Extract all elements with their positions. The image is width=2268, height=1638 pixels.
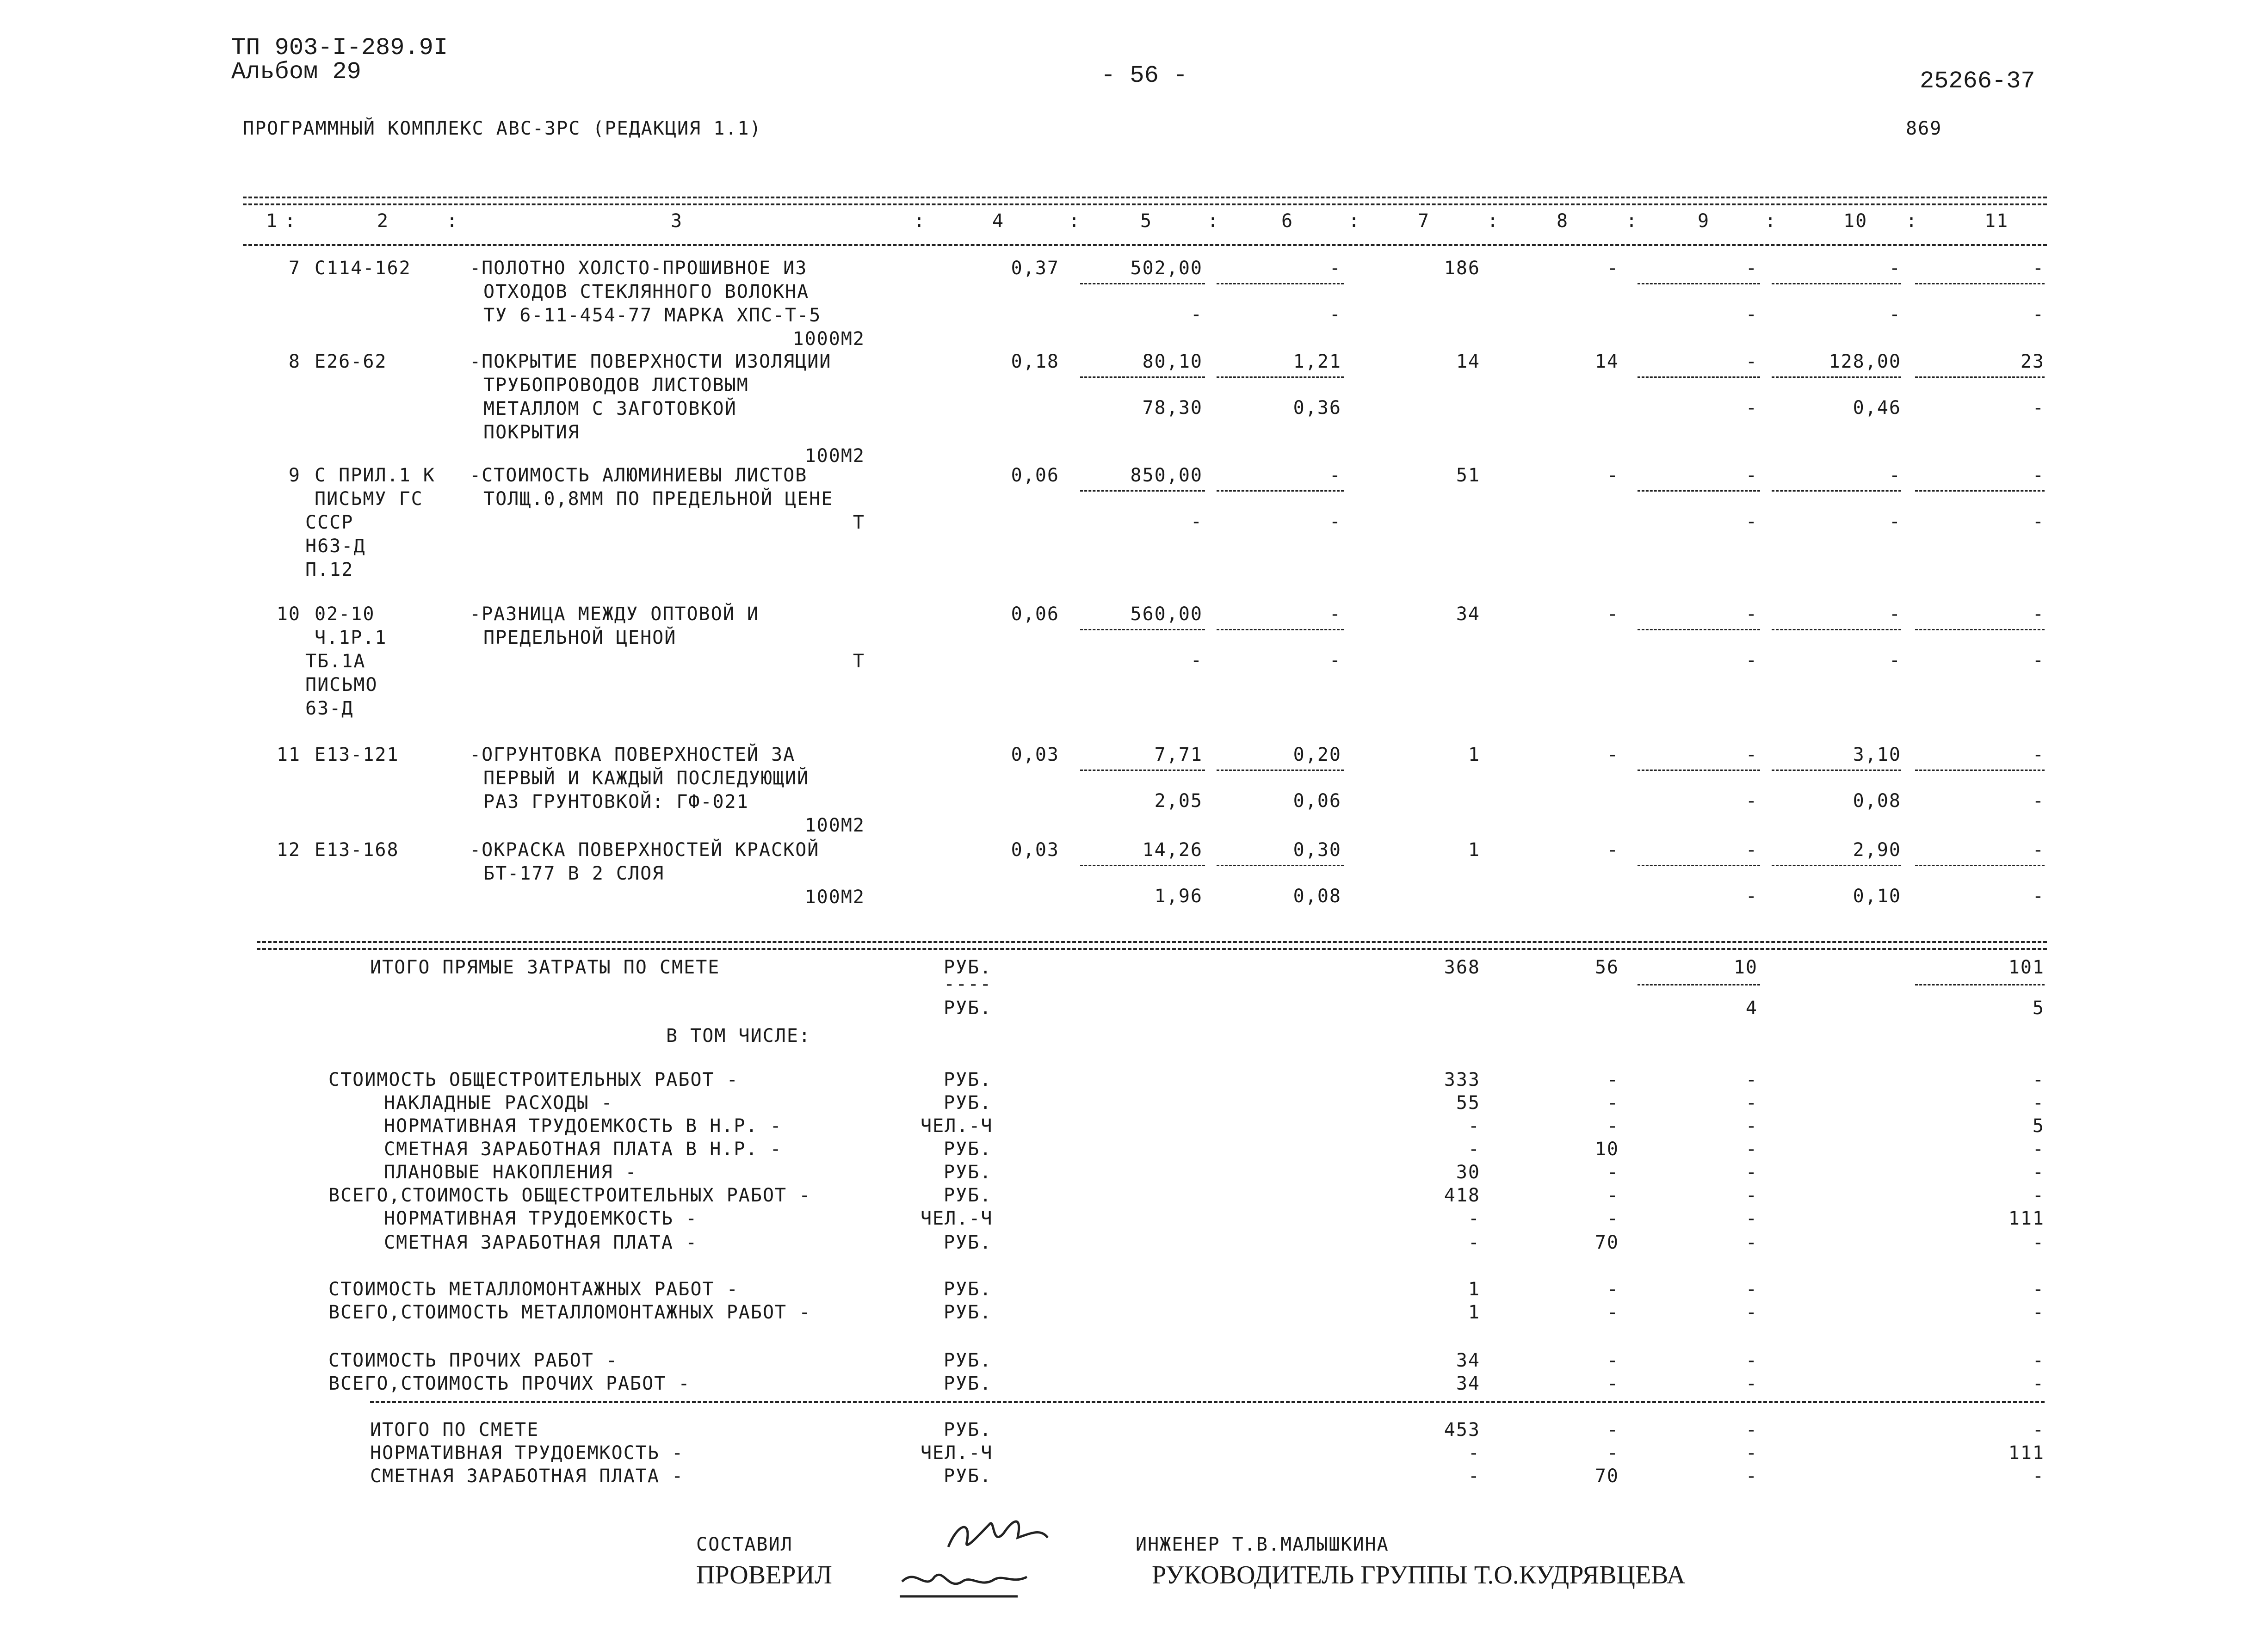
column-header-9: 9 <box>1698 210 1710 232</box>
column-header-8: 8 <box>1557 210 1569 232</box>
totals-line-c8: - <box>1607 1302 1619 1323</box>
row-code-line: Н63-Д <box>305 536 366 557</box>
row-cell-c6: - <box>1329 258 1341 279</box>
row-cell-c5b: 2,05 <box>1154 790 1203 812</box>
direct-costs-c11: 101 <box>2008 957 2045 978</box>
final-line-label: НОРМАТИВНАЯ ТРУДОЕМКОСТЬ - <box>370 1442 684 1464</box>
column-header-6: 6 <box>1281 210 1294 232</box>
row-cell-c11b: - <box>2032 511 2045 532</box>
row-unit: Т <box>853 651 865 672</box>
cell-divider <box>1772 376 1901 378</box>
column-header-7: 7 <box>1418 210 1430 232</box>
cell-divider <box>1915 984 2045 985</box>
totals-line-c9: - <box>1745 1302 1758 1323</box>
cell-divider <box>1217 490 1344 492</box>
final-line-c11: 111 <box>2008 1442 2045 1464</box>
row-cell-c6b: - <box>1329 511 1341 532</box>
final-line-c8: - <box>1607 1419 1619 1441</box>
row-cell-c8: - <box>1607 465 1619 486</box>
cell-divider <box>1772 770 1901 771</box>
row-cell-c5: 502,00 <box>1130 258 1203 279</box>
row-code-line: ТБ.1А <box>305 651 366 672</box>
totals-line-c11: - <box>2032 1279 2045 1300</box>
program-number: 869 <box>1906 118 1942 139</box>
direct-costs-unit: РУБ. <box>944 957 992 978</box>
row-cell-c6: 1,21 <box>1293 351 1341 372</box>
totals-rule-2 <box>257 948 2047 950</box>
totals-line-label: ВСЕГО,СТОИМОСТЬ ПРОЧИХ РАБОТ - <box>328 1373 691 1394</box>
final-line-c9: - <box>1745 1466 1758 1487</box>
direct-costs-c9: 10 <box>1733 957 1758 978</box>
column-header-3: 3 <box>671 210 683 232</box>
column-header-11: 11 <box>1984 210 2009 232</box>
row-cell-c6b: - <box>1329 304 1341 325</box>
final-line-unit: ЧЕЛ.-Ч <box>921 1442 993 1464</box>
direct-costs-c8: 56 <box>1594 957 1619 978</box>
column-header-2: 2 <box>377 210 389 232</box>
table-top-rule <box>243 197 2047 198</box>
row-cell-c11b: - <box>2032 304 2045 325</box>
totals-line-c9: - <box>1745 1115 1758 1137</box>
totals-line-c8: - <box>1607 1069 1619 1090</box>
totals-line-c8: - <box>1607 1373 1619 1394</box>
cell-divider <box>1080 490 1205 492</box>
row-cell-c7: 51 <box>1456 465 1480 486</box>
row-cell-c10b: - <box>1889 511 1901 532</box>
row-unit: 1000М2 <box>792 328 865 350</box>
totals-line-c11: - <box>2032 1185 2045 1206</box>
row-cell-c9b: - <box>1745 397 1758 419</box>
cell-divider <box>1915 490 2045 492</box>
final-line-c8: 70 <box>1594 1466 1619 1487</box>
row-cell-c9: - <box>1745 465 1758 486</box>
direct-costs-c7: 368 <box>1444 957 1480 978</box>
column-separator: : <box>1069 210 1081 232</box>
cell-divider <box>1080 376 1205 378</box>
sheet-code: 25266-37 <box>1920 68 2035 95</box>
including-label: В ТОМ ЧИСЛЕ: <box>666 1025 811 1047</box>
cell-divider <box>1915 376 2045 378</box>
row-cell-c10: - <box>1889 258 1901 279</box>
row-cell-c6: - <box>1329 465 1341 486</box>
totals-line-unit: РУБ. <box>944 1279 992 1300</box>
totals-line-unit: РУБ. <box>944 1139 992 1160</box>
row-code-line: 63-Д <box>305 698 354 719</box>
row-cell-c8: - <box>1607 744 1619 765</box>
totals-line-c11: - <box>2032 1092 2045 1114</box>
row-cell-c5: 80,10 <box>1142 351 1203 372</box>
final-line-c8: - <box>1607 1442 1619 1464</box>
totals-line-c8: - <box>1607 1185 1619 1206</box>
direct-costs-unit-dash: ---- <box>944 973 992 995</box>
totals-line-c11: - <box>2032 1139 2045 1160</box>
totals-line-c7: 34 <box>1456 1373 1480 1394</box>
row-cell-c11: - <box>2032 258 2045 279</box>
totals-line-c7: 418 <box>1444 1185 1480 1206</box>
row-cell-c10b: 0,08 <box>1853 790 1901 812</box>
row-cell-c9: - <box>1745 351 1758 372</box>
row-description-line: РАЗ ГРУНТОВКОЙ: ГФ-021 <box>483 791 749 813</box>
final-line-c11: - <box>2032 1419 2045 1441</box>
totals-line-label: СТОИМОСТЬ МЕТАЛЛОМОНТАЖНЫХ РАБОТ - <box>328 1279 739 1300</box>
row-cell-c8: 14 <box>1594 351 1619 372</box>
group-head-name: РУКОВОДИТЕЛЬ ГРУППЫ Т.О.КУДРЯВЦЕВА <box>1152 1561 1686 1589</box>
totals-line-c7: 55 <box>1456 1092 1480 1114</box>
row-cell-c6b: - <box>1329 650 1341 671</box>
row-unit: 100М2 <box>804 815 865 836</box>
totals-line-c11: - <box>2032 1232 2045 1253</box>
totals-line-unit: РУБ. <box>944 1302 992 1323</box>
totals-line-c9: - <box>1745 1069 1758 1090</box>
totals-line-c7: - <box>1468 1139 1480 1160</box>
cell-divider <box>1217 283 1344 284</box>
totals-line-unit: РУБ. <box>944 1069 992 1090</box>
row-cell-c6b: 0,36 <box>1293 397 1341 419</box>
totals-line-label: ВСЕГО,СТОИМОСТЬ ОБЩЕСТРОИТЕЛЬНЫХ РАБОТ - <box>328 1185 811 1206</box>
row-cell-c5: 14,26 <box>1142 839 1203 861</box>
row-description-line: -ПОЛОТНО ХОЛСТО-ПРОШИВНОЕ ИЗ <box>470 258 808 279</box>
doc-code: ТП 903-I-289.9I <box>231 34 448 62</box>
final-line-c7: - <box>1468 1466 1480 1487</box>
column-header-10: 10 <box>1843 210 1868 232</box>
row-cell-c10b: - <box>1889 650 1901 671</box>
totals-line-c8: - <box>1607 1208 1619 1229</box>
row-unit: 100М2 <box>804 887 865 908</box>
cell-divider <box>1217 770 1344 771</box>
row-cell-c9: - <box>1745 258 1758 279</box>
final-line-c9: - <box>1745 1442 1758 1464</box>
totals-line-c9: - <box>1745 1162 1758 1183</box>
row-code: С114-162 <box>315 258 411 279</box>
cell-divider <box>1080 629 1205 630</box>
totals-line-c11: - <box>2032 1350 2045 1371</box>
final-line-unit: РУБ. <box>944 1419 992 1441</box>
row-code-line: П.12 <box>305 559 354 580</box>
row-cell-c9b: - <box>1745 886 1758 907</box>
totals-line-unit: РУБ. <box>944 1185 992 1206</box>
composed-label: СОСТАВИЛ <box>696 1534 793 1555</box>
column-separator: : <box>914 210 926 232</box>
totals-line-c8: - <box>1607 1162 1619 1183</box>
totals-line-label: СМЕТНАЯ ЗАРАБОТНАЯ ПЛАТА - <box>384 1232 698 1253</box>
final-totals-rule <box>370 1401 2045 1403</box>
totals-line-c11: - <box>2032 1302 2045 1323</box>
row-cell-c7: 1 <box>1468 744 1480 765</box>
totals-line-c9: - <box>1745 1373 1758 1394</box>
final-line-c9: - <box>1745 1419 1758 1441</box>
totals-line-c9: - <box>1745 1350 1758 1371</box>
row-cell-c10: 128,00 <box>1829 351 1901 372</box>
column-separator: : <box>1626 210 1638 232</box>
row-description-line: -ОГРУНТОВКА ПОВЕРХНОСТЕЙ ЗА <box>470 744 796 765</box>
totals-line-label: СМЕТНАЯ ЗАРАБОТНАЯ ПЛАТА В Н.Р. - <box>384 1139 782 1160</box>
totals-line-label: ПЛАНОВЫЕ НАКОПЛЕНИЯ - <box>384 1162 637 1183</box>
row-cell-c5: 560,00 <box>1130 603 1203 625</box>
column-separator: : <box>446 210 459 232</box>
direct-costs-b-c11: 5 <box>2032 998 2045 1019</box>
row-cell-c11: 23 <box>2020 351 2045 372</box>
column-separator: : <box>284 210 297 232</box>
totals-line-unit: РУБ. <box>944 1092 992 1114</box>
totals-line-label: НОРМАТИВНАЯ ТРУДОЕМКОСТЬ В Н.Р. - <box>384 1115 782 1137</box>
cell-divider <box>1638 629 1760 630</box>
row-cell-c10: 2,90 <box>1853 839 1901 861</box>
row-description-line: ПЕРВЫЙ И КАЖДЫЙ ПОСЛЕДУЮЩИЙ <box>483 768 810 789</box>
cell-divider <box>1772 283 1901 284</box>
row-cell-c10: - <box>1889 465 1901 486</box>
row-code: Е13-121 <box>315 744 399 765</box>
final-line-c7: - <box>1468 1442 1480 1464</box>
row-description-line: -ОКРАСКА ПОВЕРХНОСТЕЙ КРАСКОЙ <box>470 839 820 861</box>
totals-line-c7: 1 <box>1468 1302 1480 1323</box>
direct-costs-unit-2: РУБ. <box>944 998 992 1019</box>
row-description-line: ПОКРЫТИЯ <box>483 422 580 443</box>
totals-line-c7: - <box>1468 1232 1480 1253</box>
row-code-line: СССР <box>305 512 354 533</box>
totals-line-unit: РУБ. <box>944 1232 992 1253</box>
checked-label: ПРОВЕРИЛ <box>696 1561 832 1589</box>
totals-line-unit: РУБ. <box>944 1162 992 1183</box>
totals-line-c7: 30 <box>1456 1162 1480 1183</box>
totals-line-label: СТОИМОСТЬ ПРОЧИХ РАБОТ - <box>328 1350 618 1371</box>
direct-costs-b-c9: 4 <box>1745 998 1758 1019</box>
row-code-line: ПИСЬМУ ГС <box>315 488 423 510</box>
totals-line-c11: - <box>2032 1162 2045 1183</box>
row-cell-c4: 0,37 <box>1011 258 1059 279</box>
cell-divider <box>1080 283 1205 284</box>
row-cell-c11: - <box>2032 603 2045 625</box>
column-separator: : <box>1348 210 1361 232</box>
cell-divider <box>1915 283 2045 284</box>
row-cell-c11b: - <box>2032 397 2045 419</box>
totals-line-c8: 10 <box>1594 1139 1619 1160</box>
row-description-line: ПРЕДЕЛЬНОЙ ЦЕНОЙ <box>483 627 677 648</box>
row-cell-c4: 0,06 <box>1011 603 1059 625</box>
row-cell-c7: 14 <box>1456 351 1480 372</box>
row-unit: 100М2 <box>804 445 865 467</box>
cell-divider <box>1915 865 2045 866</box>
row-cell-c6: 0,20 <box>1293 744 1341 765</box>
totals-line-c11: 111 <box>2008 1208 2045 1229</box>
final-line-label: СМЕТНАЯ ЗАРАБОТНАЯ ПЛАТА - <box>370 1466 684 1487</box>
totals-line-c9: - <box>1745 1092 1758 1114</box>
row-cell-c9b: - <box>1745 304 1758 325</box>
row-code: Е13-168 <box>315 839 399 861</box>
column-header-rule <box>243 244 2047 246</box>
totals-line-unit: РУБ. <box>944 1373 992 1394</box>
program-title: ПРОГРАММНЫЙ КОМПЛЕКС АВС-3РС (РЕДАКЦИЯ 1.1) <box>243 118 762 139</box>
row-cell-c6: 0,30 <box>1293 839 1341 861</box>
cell-divider <box>1772 490 1901 492</box>
totals-line-c7: - <box>1468 1115 1480 1137</box>
row-unit: Т <box>853 512 865 533</box>
column-separator: : <box>1207 210 1220 232</box>
row-cell-c8: - <box>1607 839 1619 861</box>
totals-line-c7: 1 <box>1468 1279 1480 1300</box>
cell-divider <box>1772 865 1901 866</box>
totals-line-label: НАКЛАДНЫЕ РАСХОДЫ - <box>384 1092 613 1114</box>
row-cell-c5: 850,00 <box>1130 465 1203 486</box>
row-cell-c11b: - <box>2032 886 2045 907</box>
album-label: Альбом 29 <box>231 58 361 86</box>
row-cell-c9: - <box>1745 839 1758 861</box>
row-cell-c11: - <box>2032 839 2045 861</box>
row-cell-c4: 0,03 <box>1011 744 1059 765</box>
totals-line-c9: - <box>1745 1185 1758 1206</box>
column-header-5: 5 <box>1140 210 1153 232</box>
row-cell-c9: - <box>1745 603 1758 625</box>
totals-rule <box>257 941 2047 943</box>
final-line-c11: - <box>2032 1466 2045 1487</box>
row-description-line: -РАЗНИЦА МЕЖДУ ОПТОВОЙ И <box>470 603 759 625</box>
row-cell-c4: 0,06 <box>1011 465 1059 486</box>
totals-line-label: ВСЕГО,СТОИМОСТЬ МЕТАЛЛОМОНТАЖНЫХ РАБОТ - <box>328 1302 811 1323</box>
totals-line-c9: - <box>1745 1279 1758 1300</box>
cell-divider <box>1080 865 1205 866</box>
cell-divider <box>1915 629 2045 630</box>
totals-line-c9: - <box>1745 1208 1758 1229</box>
column-separator: : <box>1487 210 1500 232</box>
totals-line-c9: - <box>1745 1139 1758 1160</box>
cell-divider <box>1638 770 1760 771</box>
row-number: 7 <box>288 258 301 279</box>
totals-line-c8: - <box>1607 1350 1619 1371</box>
row-cell-c11: - <box>2032 465 2045 486</box>
row-cell-c4: 0,03 <box>1011 839 1059 861</box>
cell-divider <box>1638 865 1760 866</box>
cell-divider <box>1217 865 1344 866</box>
row-cell-c10: - <box>1889 603 1901 625</box>
row-number: 10 <box>276 603 301 625</box>
final-line-label: ИТОГО ПО СМЕТЕ <box>370 1419 539 1441</box>
row-cell-c5b: - <box>1190 650 1203 671</box>
row-number: 11 <box>276 744 301 765</box>
cell-divider <box>1638 490 1760 492</box>
cell-divider <box>1638 984 1760 985</box>
row-cell-c11b: - <box>2032 650 2045 671</box>
totals-line-c11: 5 <box>2032 1115 2045 1137</box>
row-description-line: -ПОКРЫТИЕ ПОВЕРХНОСТИ ИЗОЛЯЦИИ <box>470 351 832 372</box>
row-cell-c8: - <box>1607 603 1619 625</box>
totals-line-label: НОРМАТИВНАЯ ТРУДОЕМКОСТЬ - <box>384 1208 698 1229</box>
row-number: 8 <box>288 351 301 372</box>
row-cell-c6b: 0,06 <box>1293 790 1341 812</box>
row-cell-c10: 3,10 <box>1853 744 1901 765</box>
totals-line-c11: - <box>2032 1069 2045 1090</box>
row-cell-c10b: - <box>1889 304 1901 325</box>
row-cell-c10b: 0,10 <box>1853 886 1901 907</box>
totals-line-c8: 70 <box>1594 1232 1619 1253</box>
row-code: С ПРИЛ.1 К <box>315 465 435 486</box>
row-cell-c10b: 0,46 <box>1853 397 1901 419</box>
cell-divider <box>1638 283 1760 284</box>
row-description-line: ТРУБОПРОВОДОВ ЛИСТОВЫМ <box>483 375 749 396</box>
row-cell-c6b: 0,08 <box>1293 886 1341 907</box>
final-line-unit: РУБ. <box>944 1466 992 1487</box>
row-code: Е26-62 <box>315 351 387 372</box>
row-cell-c9b: - <box>1745 790 1758 812</box>
totals-line-c8: - <box>1607 1092 1619 1114</box>
signature-checked <box>897 1563 1036 1605</box>
cell-divider <box>1915 770 2045 771</box>
row-cell-c5b: 1,96 <box>1154 886 1203 907</box>
cell-divider <box>1217 629 1344 630</box>
row-description-line: ТОЛЩ.0,8ММ ПО ПРЕДЕЛЬНОЙ ЦЕНЕ <box>483 488 834 510</box>
row-cell-c5b: 78,30 <box>1142 397 1203 419</box>
totals-line-c7: 34 <box>1456 1350 1480 1371</box>
row-description-line: БТ-177 В 2 СЛОЯ <box>483 863 665 884</box>
cell-divider <box>1772 629 1901 630</box>
final-line-c7: 453 <box>1444 1419 1480 1441</box>
totals-line-c7: 333 <box>1444 1069 1480 1090</box>
column-header-4: 4 <box>992 210 1005 232</box>
row-cell-c11: - <box>2032 744 2045 765</box>
totals-line-c8: - <box>1607 1279 1619 1300</box>
totals-line-unit: ЧЕЛ.-Ч <box>921 1208 993 1229</box>
signature-composed <box>939 1505 1050 1561</box>
cell-divider <box>1638 376 1760 378</box>
row-cell-c8: - <box>1607 258 1619 279</box>
column-header-1: 1 <box>266 210 278 232</box>
engineer-name: ИНЖЕНЕР Т.В.МАЛЫШКИНА <box>1136 1534 1389 1555</box>
row-cell-c9b: - <box>1745 511 1758 532</box>
totals-line-unit: ЧЕЛ.-Ч <box>921 1115 993 1137</box>
row-description-line: ОТХОДОВ СТЕКЛЯННОГО ВОЛОКНА <box>483 281 810 302</box>
column-separator: : <box>1765 210 1777 232</box>
table-top-rule-2 <box>243 203 2047 205</box>
totals-line-c11: - <box>2032 1373 2045 1394</box>
row-cell-c4: 0,18 <box>1011 351 1059 372</box>
row-description-line: МЕТАЛЛОМ С ЗАГОТОВКОЙ <box>483 398 737 419</box>
column-separator: : <box>1906 210 1918 232</box>
direct-costs-label: ИТОГО ПРЯМЫЕ ЗАТРАТЫ ПО СМЕТЕ <box>370 957 720 978</box>
totals-line-unit: РУБ. <box>944 1350 992 1371</box>
totals-line-c9: - <box>1745 1232 1758 1253</box>
row-cell-c9: - <box>1745 744 1758 765</box>
row-cell-c7: 186 <box>1444 258 1480 279</box>
row-description-line: -СТОИМОСТЬ АЛЮМИНИЕВЫ ЛИСТОВ <box>470 465 808 486</box>
row-cell-c5b: - <box>1190 511 1203 532</box>
row-cell-c6: - <box>1329 603 1341 625</box>
row-cell-c11b: - <box>2032 790 2045 812</box>
row-cell-c7: 34 <box>1456 603 1480 625</box>
cell-divider <box>1217 376 1344 378</box>
row-description-line: ТУ 6-11-454-77 МАРКА ХПС-Т-5 <box>483 305 822 326</box>
row-code: 02-10 <box>315 603 375 625</box>
totals-line-c7: - <box>1468 1208 1480 1229</box>
row-cell-c9b: - <box>1745 650 1758 671</box>
totals-line-label: СТОИМОСТЬ ОБЩЕСТРОИТЕЛЬНЫХ РАБОТ - <box>328 1069 739 1090</box>
row-cell-c5b: - <box>1190 304 1203 325</box>
row-code-line: ПИСЬМО <box>305 674 378 696</box>
row-number: 9 <box>288 465 301 486</box>
page-number: - 56 - <box>1101 62 1188 89</box>
row-number: 12 <box>276 839 301 861</box>
row-cell-c5: 7,71 <box>1154 744 1203 765</box>
cell-divider <box>1080 770 1205 771</box>
row-cell-c7: 1 <box>1468 839 1480 861</box>
totals-line-c8: - <box>1607 1115 1619 1137</box>
row-code-line: Ч.1Р.1 <box>315 627 387 648</box>
